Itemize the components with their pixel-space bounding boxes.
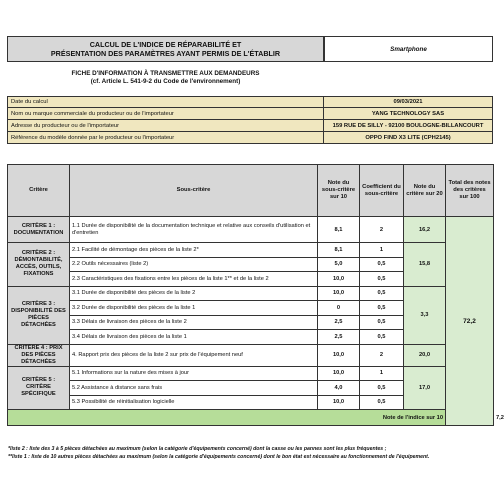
info-label: Date du calcul (7, 96, 324, 108)
sub-criterion-coef: 0,5 (360, 286, 404, 301)
sub-criterion-label: 3.1 Durée de disponibilité des pièces de la liste 2 (70, 286, 318, 301)
sub-criterion-note: 5,0 (318, 257, 360, 272)
info-label: Nom ou marque commerciale du producteur ou de l'importateur (7, 108, 324, 120)
info-value: 159 RUE DE SILLY - 92100 BOULOGNE-BILLANCOURT (324, 120, 493, 132)
criterion-name: CRITÈRE 2 : DÉMONTABILITÉ, ACCÈS, OUTILS, FIXATIONS (8, 243, 70, 287)
info-row (7, 120, 493, 132)
column-header-total: Total des notes des critères sur 100 (446, 165, 494, 217)
sub-criterion-label: 2.2 Outils nécessaires (liste 2) (70, 257, 318, 272)
info-value: 09/03/2021 (324, 96, 493, 108)
info-section (7, 96, 493, 144)
index-title (7, 36, 324, 62)
sub-criterion-label: 2.1 Facilité de démontage des pièces de la liste 2* (70, 243, 318, 258)
criterion-score: 20,0 (404, 344, 446, 366)
footer-label: Note de l'indice sur 10 (8, 410, 446, 426)
sub-criterion-coef: 0,5 (360, 330, 404, 345)
sub-criterion-note: 0 (318, 301, 360, 316)
sub-criterion-coef: 2 (360, 344, 404, 366)
sub-criterion-label: 5.3 Possibilité de réinitialisation logicielle (70, 395, 318, 410)
criterion-score: 17,0 (404, 366, 446, 410)
footnote-list-1: **liste 1 : liste de 10 autres pièces détachées au maximum (selon la catégorie d'équipements concerné) dont le bon état est nécessaire au fonctionnement de l'équipement. (8, 454, 430, 460)
sub-criterion-note: 4,0 (318, 381, 360, 396)
sub-criterion-note: 10,0 (318, 344, 360, 366)
criterion-name: CRITÈRE 3 : DISPONIBILITÉ DES PIÈCES DÉTACHÉES (8, 286, 70, 344)
sub-criterion-coef: 0,5 (360, 381, 404, 396)
criterion-name: CRITÈRE 1 : DOCUMENTATION (8, 217, 70, 243)
footnote-list-2: *liste 2 : liste des 3 à 5 pièces détachées au maximum (selon la catégorie d'équipements concerné) dont la casse ou les pannes sont les plus fréquentes ; (8, 446, 387, 452)
sub-criterion-coef: 0,5 (360, 272, 404, 287)
sub-criterion-note: 8,1 (318, 243, 360, 258)
info-label: Adresse du producteur ou de l'importateur (7, 120, 324, 132)
table-row (8, 217, 494, 243)
sub-criterion-label: 4. Rapport prix des pièces de la liste 2 sur prix de l'équipement neuf (70, 344, 318, 366)
column-header-note-sous-critere: Note du sous-critère sur 10 (318, 165, 360, 217)
total-score: 72,2 (446, 217, 494, 426)
sub-criterion-label: 2.3 Caractéristiques des fixations entre les pièces de la liste 1** et de la liste 2 (70, 272, 318, 287)
sub-criterion-label: 3.3 Délais de livraison des pièces de la liste 2 (70, 315, 318, 330)
table-row (8, 344, 494, 366)
sub-criterion-coef: 0,5 (360, 301, 404, 316)
fiche-line-2: (cf. Article L. 541-9-2 du Code de l'environnement) (90, 78, 241, 85)
fiche-heading (7, 68, 324, 88)
info-row (7, 132, 493, 144)
info-label: Référence du modèle donnée par le producteur ou l'importateur (7, 132, 324, 144)
info-value: YANG TECHNOLOGY SAS (324, 108, 493, 120)
sub-criterion-note: 10,0 (318, 395, 360, 410)
info-row (7, 108, 493, 120)
footer-row: Note de l'indice sur 10 7,2 (8, 410, 494, 426)
info-value: OPPO FIND X3 LITE (CPH2145) (324, 132, 493, 144)
sub-criterion-coef: 0,5 (360, 395, 404, 410)
criterion-score: 16,2 (404, 217, 446, 243)
title-line-1: CALCUL DE L'INDICE DE RÉPARABILITÉ ET (89, 40, 242, 49)
table-row (8, 243, 494, 258)
sub-criterion-label: 3.4 Délais de livraison des pièces de la liste 1 (70, 330, 318, 345)
sub-criterion-label: 1.1 Durée de disponibilité de la documentation technique et relative aux conseils d'utilisation et d'entretien (70, 217, 318, 243)
table-row (8, 366, 494, 381)
fiche-line-1: FICHE D'INFORMATION À TRANSMETTRE AUX DEMANDEURS (71, 70, 260, 77)
sub-criterion-note: 10,0 (318, 272, 360, 287)
sub-criterion-coef: 1 (360, 366, 404, 381)
sub-criterion-note: 2,5 (318, 330, 360, 345)
sub-criterion-label: 5.2 Assistance à distance sans frais (70, 381, 318, 396)
sub-criterion-label: 5.1 Informations sur la nature des mises à jour (70, 366, 318, 381)
criterion-score: 3,3 (404, 286, 446, 344)
sub-criterion-note: 10,0 (318, 286, 360, 301)
table-header-row (8, 165, 494, 217)
sub-criterion-coef: 0,5 (360, 315, 404, 330)
repairability-table (7, 164, 504, 426)
sub-criterion-note: 10,0 (318, 366, 360, 381)
column-header-coefficient: Coefficient du sous-critère (360, 165, 404, 217)
sub-criterion-note: 2,5 (318, 315, 360, 330)
title-line-2: PRÉSENTATION DES PARAMÈTRES AYANT PERMIS DE L'ÉTABLIR (50, 49, 281, 58)
info-row (7, 96, 493, 108)
column-header-critere: Critère (8, 165, 70, 217)
sub-criterion-note: 8,1 (318, 217, 360, 243)
criterion-name: CRITÈRE 5 : CRITÈRE SPÉCIFIQUE (8, 366, 70, 410)
table-row (8, 286, 494, 301)
sub-criterion-label: 3.2 Durée de disponibilité des pièces de la liste 1 (70, 301, 318, 316)
sub-criterion-coef: 0,5 (360, 257, 404, 272)
sub-criterion-coef: 2 (360, 217, 404, 243)
column-header-note-critere: Note du critère sur 20 (404, 165, 446, 217)
sub-criterion-coef: 1 (360, 243, 404, 258)
criterion-name: CRITÈRE 4 : PRIX DES PIÈCES DÉTACHÉES (8, 344, 70, 366)
product-category: Smartphone (324, 36, 493, 62)
criterion-score: 15,8 (404, 243, 446, 287)
column-header-sous-critere: Sous-critère (70, 165, 318, 217)
